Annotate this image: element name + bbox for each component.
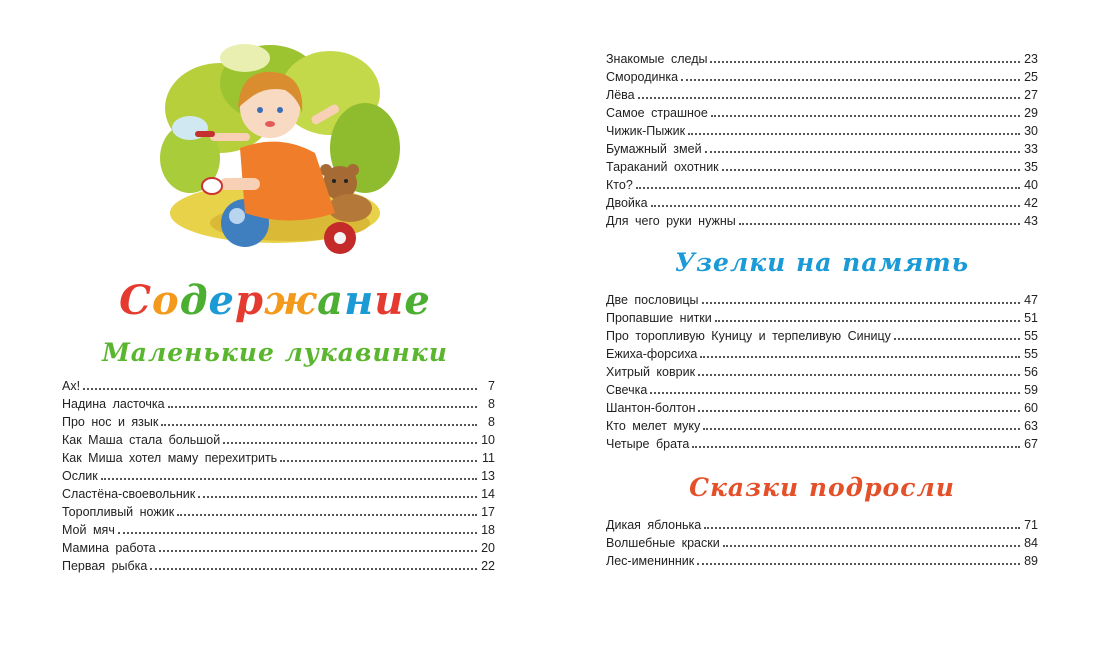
toc-entry-page: 8 [488, 397, 495, 411]
toc-dot-leader [700, 356, 1020, 358]
toc-list-right-section2 [606, 291, 1038, 453]
toc-entry-title: Пропавшие нитки [606, 311, 712, 325]
toc-entry-title: Две пословицы [606, 293, 699, 307]
toc-entry-page: 20 [481, 541, 495, 555]
toc-entry-title: Самое страшное [606, 106, 708, 120]
toc-entry [606, 381, 1038, 399]
toc-entry [62, 431, 495, 449]
toc-entry-page: 42 [1024, 196, 1038, 210]
toc-right-column [606, 50, 1038, 570]
title-letter: С [119, 277, 153, 324]
toc-dot-leader [223, 442, 477, 444]
title-letter: о [152, 277, 180, 324]
toc-entry-page: 11 [482, 451, 495, 465]
toc-entry [606, 104, 1038, 122]
toc-entry [606, 140, 1038, 158]
toc-entry-page: 8 [488, 415, 495, 429]
toc-dot-leader [722, 169, 1020, 171]
toc-entry [606, 212, 1038, 230]
toc-entry-title: Знакомые следы [606, 52, 708, 66]
toc-entry [606, 50, 1038, 68]
toc-entry-title: Кто мелет муку [606, 419, 701, 433]
toc-entry-page: 18 [481, 523, 495, 537]
toc-dot-leader [168, 406, 477, 408]
toc-entry-title: Ах! [62, 379, 81, 393]
toc-entry [606, 194, 1038, 212]
toc-entry-title: Про торопливую Куницу и терпеливую Синицу [606, 329, 891, 343]
toc-entry-page: 40 [1024, 178, 1038, 192]
toc-dot-leader [177, 514, 477, 516]
toc-entry-page: 29 [1024, 106, 1038, 120]
toc-dot-leader [280, 460, 477, 462]
toc-entry-page: 14 [481, 487, 495, 501]
girl-illustration [150, 38, 400, 273]
toc-dot-leader [650, 392, 1020, 394]
toc-entry [606, 516, 1038, 534]
toc-entry-title: Ежиха-форсиха [606, 347, 698, 361]
toc-entry-page: 59 [1024, 383, 1038, 397]
toc-entry [62, 449, 495, 467]
toc-dot-leader [638, 97, 1020, 99]
toc-entry-page: 25 [1024, 70, 1038, 84]
toc-dot-leader [739, 223, 1020, 225]
toc-entry [62, 485, 495, 503]
toc-entry-title: Надина ласточка [62, 397, 165, 411]
toc-dot-leader [636, 187, 1020, 189]
girl-with-bear-picture [150, 38, 400, 273]
toc-entry-title: Первая рыбка [62, 559, 148, 573]
toc-entry-page: 22 [481, 559, 495, 573]
toc-entry-title: Хитрый коврик [606, 365, 696, 379]
toc-entry-page: 51 [1024, 311, 1038, 325]
toc-entry-page: 13 [481, 469, 495, 483]
title-letter: р [234, 277, 264, 324]
toc-dot-leader [704, 527, 1020, 529]
toc-entry [606, 122, 1038, 140]
toc-entry [62, 557, 495, 575]
toc-entry-title: Дикая яблонька [606, 518, 702, 532]
toc-entry [606, 327, 1038, 345]
toc-dot-leader [698, 410, 1020, 412]
toc-dot-leader [711, 115, 1020, 117]
toc-entry [606, 363, 1038, 381]
toc-entry [606, 309, 1038, 327]
toc-dot-leader [697, 563, 1020, 565]
toc-entry-title: Торопливый ножик [62, 505, 175, 519]
toc-entry-page: 23 [1024, 52, 1038, 66]
title-letter: ж [263, 277, 318, 324]
toc-entry-title: Мой мяч [62, 523, 115, 537]
toc-dot-leader [692, 446, 1020, 448]
toc-entry-page: 56 [1024, 365, 1038, 379]
toc-entry-title: Четыре брата [606, 437, 690, 451]
toc-entry-page: 17 [481, 505, 495, 519]
toc-entry-page: 67 [1024, 437, 1038, 451]
toc-entry [606, 68, 1038, 86]
toc-dot-leader [118, 532, 477, 534]
toc-entry [62, 521, 495, 539]
toc-dot-leader [150, 568, 477, 570]
title-letter: н [344, 277, 375, 324]
toc-entry [62, 503, 495, 521]
toc-dot-leader [681, 79, 1020, 81]
toc-entry-page: 84 [1024, 536, 1038, 550]
toc-entry-title: Шантон-болтон [606, 401, 696, 415]
title-letter: и [374, 277, 405, 324]
toc-entry [606, 345, 1038, 363]
toc-entry [606, 399, 1038, 417]
toc-entry-page: 60 [1024, 401, 1038, 415]
toc-entry-title: Мамина работа [62, 541, 156, 555]
toc-dot-leader [698, 374, 1020, 376]
toc-entry-title: Бумажный змей [606, 142, 702, 156]
section-title-uzelki-na-pamyat: Узелки на память [674, 248, 970, 277]
toc-entry-page: 35 [1024, 160, 1038, 174]
title-letter: д [179, 277, 209, 324]
toc-entry-title: Свечка [606, 383, 648, 397]
toc-entry-page: 63 [1024, 419, 1038, 433]
toc-entry-title: Как Маша стала большой [62, 433, 221, 447]
toc-entry-title: Лёва [606, 88, 635, 102]
section-title-skazki-podrosli: Сказки подросли [689, 473, 955, 502]
title-letter: а [317, 277, 345, 324]
toc-entry-page: 27 [1024, 88, 1038, 102]
toc-entry-page: 30 [1024, 124, 1038, 138]
toc-dot-leader [715, 320, 1020, 322]
toc-entry-title: Кто? [606, 178, 633, 192]
toc-entry-title: Ослик [62, 469, 98, 483]
toc-dot-leader [198, 496, 477, 498]
toc-dot-leader [703, 428, 1020, 430]
toc-dot-leader [688, 133, 1020, 135]
page-title [0, 277, 550, 325]
title-letter: е [208, 277, 235, 324]
toc-dot-leader [651, 205, 1020, 207]
toc-entry [606, 176, 1038, 194]
toc-entry-title: Про нос и язык [62, 415, 159, 429]
toc-dot-leader [161, 424, 477, 426]
toc-dot-leader [894, 338, 1020, 340]
toc-entry [606, 417, 1038, 435]
toc-entry [606, 291, 1038, 309]
toc-entry [62, 377, 495, 395]
toc-entry-page: 89 [1024, 554, 1038, 568]
toc-entry-title: Двойка [606, 196, 648, 210]
title-letter: е [404, 277, 431, 324]
toc-entry-page: 10 [481, 433, 495, 447]
toc-entry-page: 71 [1024, 518, 1038, 532]
toc-entry-page: 47 [1024, 293, 1038, 307]
toc-entry [606, 552, 1038, 570]
toc-dot-leader [159, 550, 477, 552]
toc-dot-leader [702, 302, 1020, 304]
toc-dot-leader [101, 478, 477, 480]
toc-entry-title: Сластёна-своевольник [62, 487, 196, 501]
toc-entry [62, 539, 495, 557]
toc-list-left [62, 377, 495, 575]
toc-entry-title: Лес-именинник [606, 554, 695, 568]
toc-entry-page: 55 [1024, 329, 1038, 343]
toc-entry-title: Чижик-Пыжик [606, 124, 686, 138]
toc-entry-page: 43 [1024, 214, 1038, 228]
toc-entry [62, 395, 495, 413]
toc-entry [606, 86, 1038, 104]
toc-entry-page: 7 [488, 379, 495, 393]
toc-entry-title: Волшебные краски [606, 536, 720, 550]
toc-dot-leader [705, 151, 1020, 153]
right-page [550, 0, 1100, 663]
toc-entry-title: Тараканий охотник [606, 160, 719, 174]
toc-entry [62, 413, 495, 431]
toc-entry [606, 158, 1038, 176]
toc-dot-leader [710, 61, 1020, 63]
toc-list-right-top [606, 50, 1038, 230]
toc-entry [606, 534, 1038, 552]
section-title-malenkie-lukavinki: Маленькие лукавинки [102, 338, 448, 367]
toc-dot-leader [723, 545, 1020, 547]
toc-entry-title: Как Миша хотел маму перехитрить [62, 451, 278, 465]
toc-dot-leader [83, 388, 477, 390]
toc-entry-title: Для чего руки нужны [606, 214, 736, 228]
toc-entry-page: 55 [1024, 347, 1038, 361]
toc-entry-title: Смородинка [606, 70, 679, 84]
toc-entry [606, 435, 1038, 453]
toc-entry [62, 467, 495, 485]
toc-list-right-section3 [606, 516, 1038, 570]
toc-entry-page: 33 [1024, 142, 1038, 156]
